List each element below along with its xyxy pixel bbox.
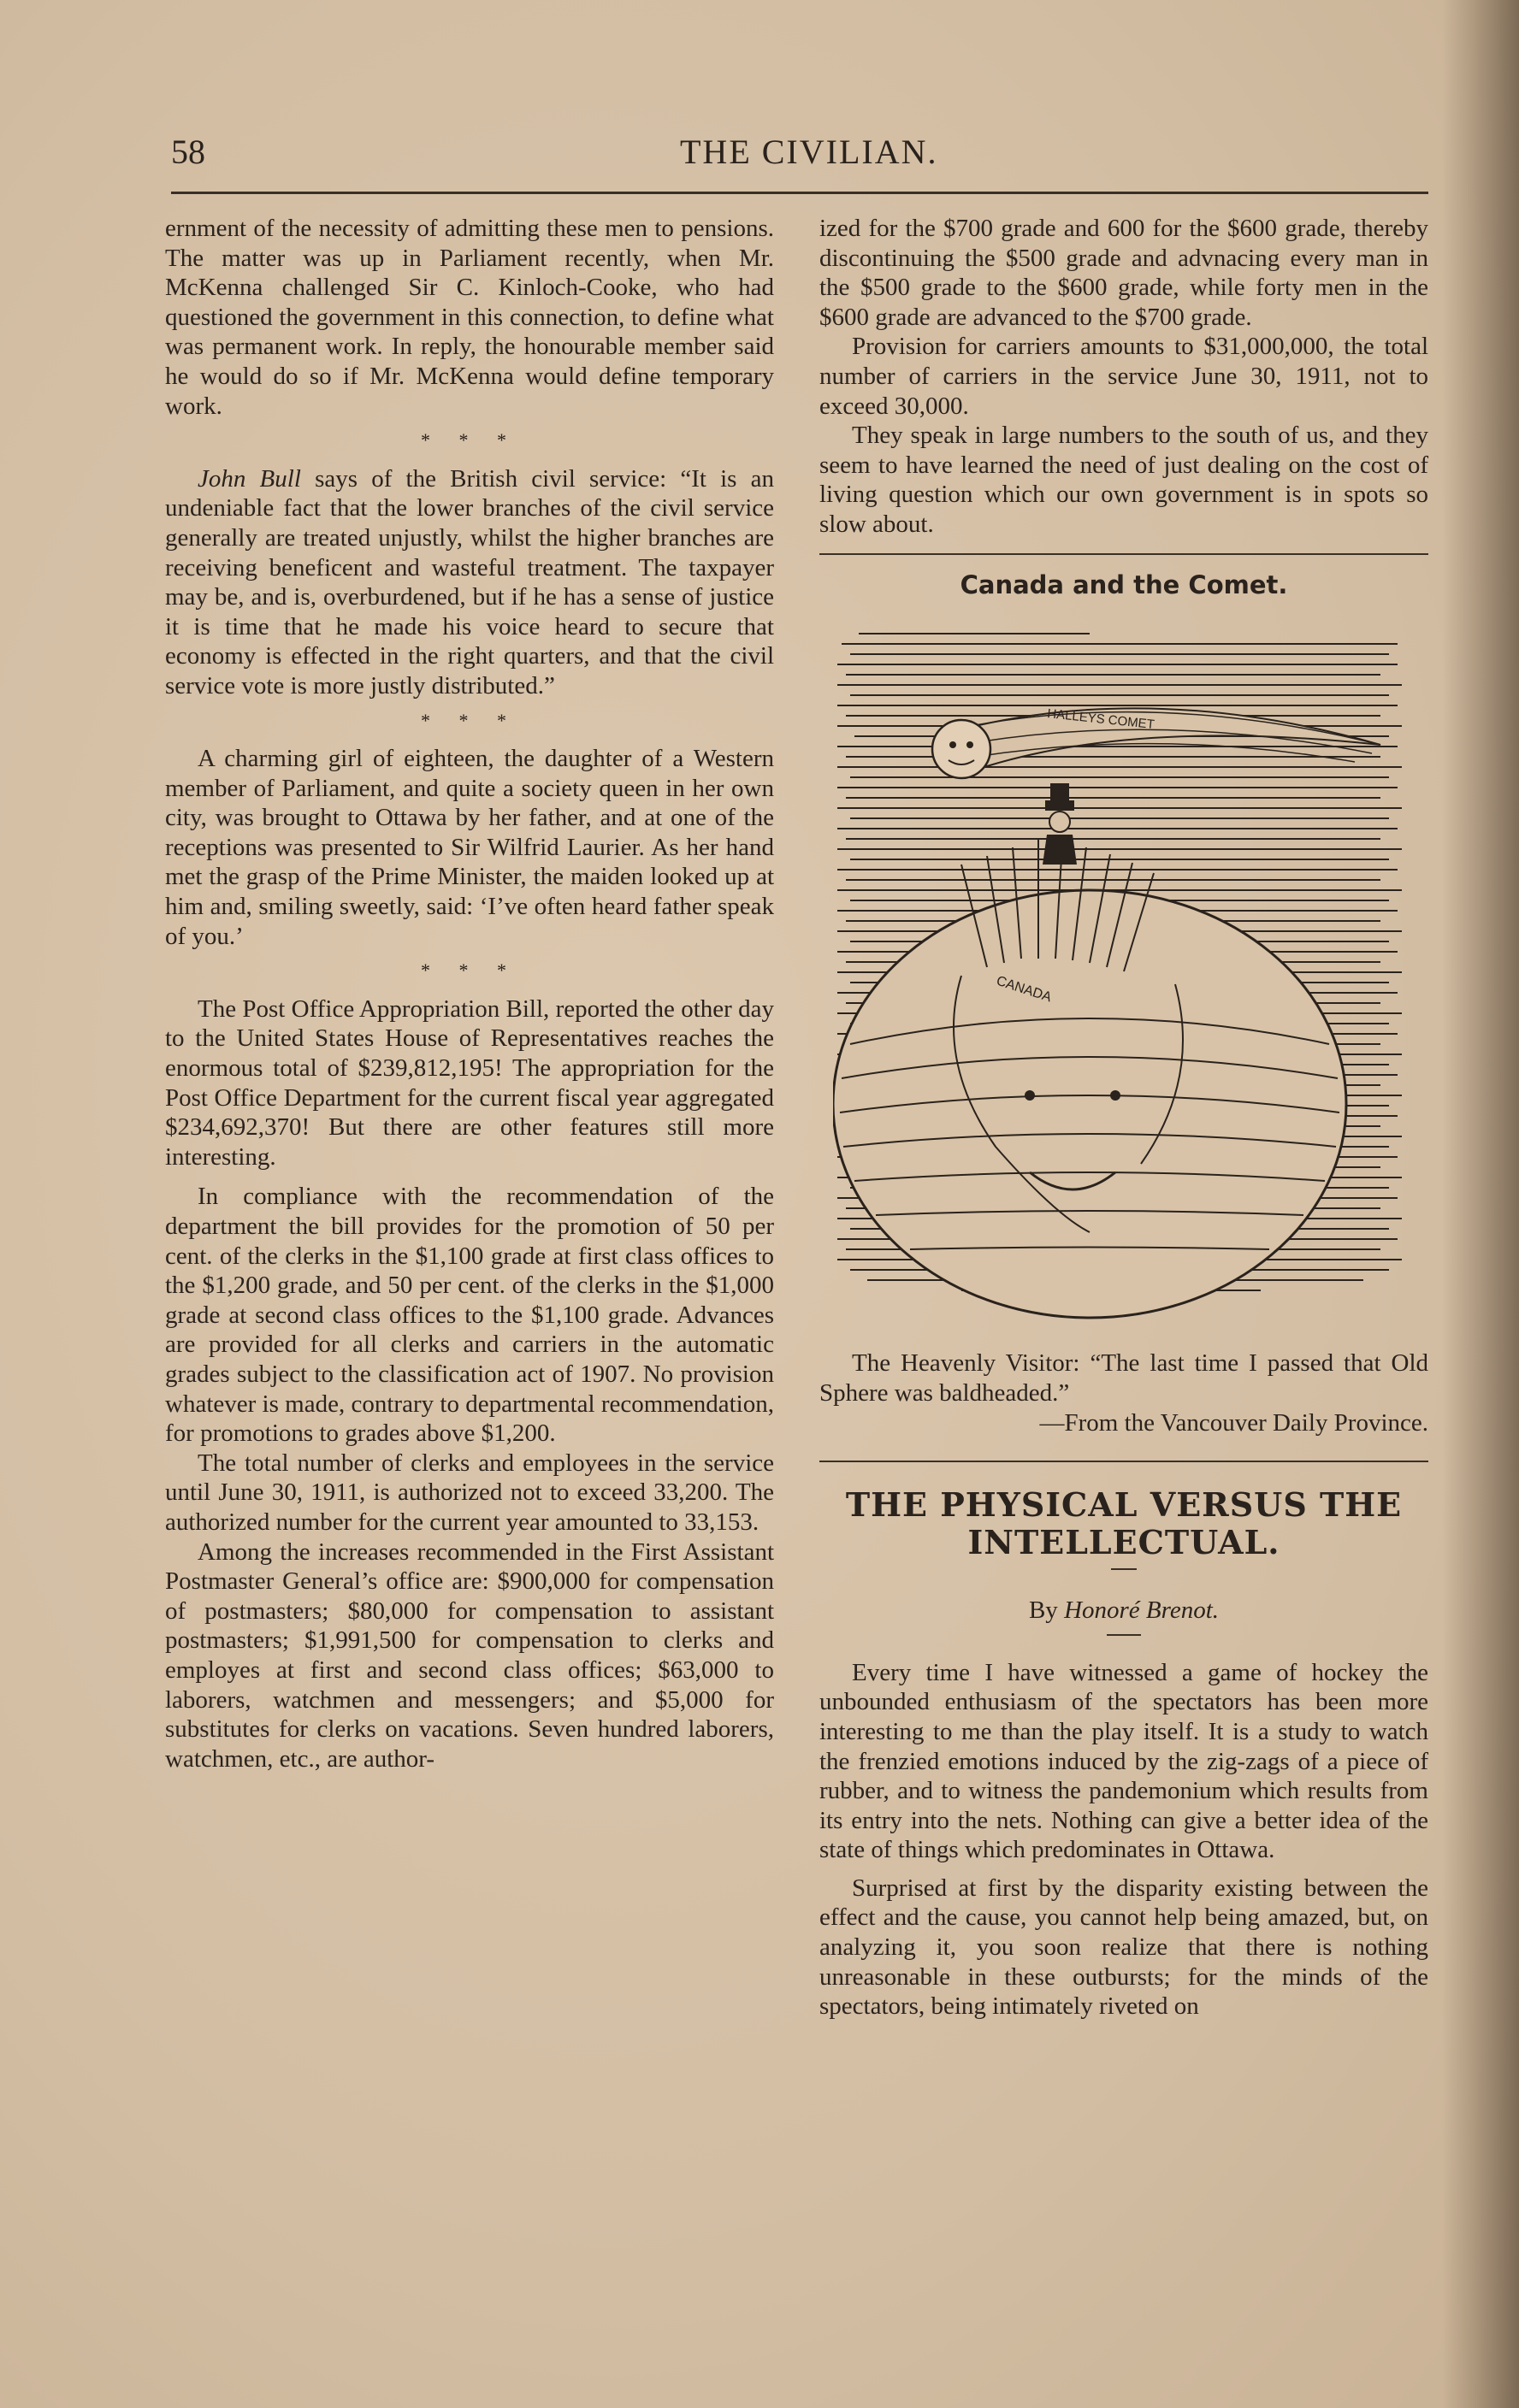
paragraph: In compliance with the recommendation of the department the bill provides for the promotion of 50 per cent. of the clerks in the $1,100 grade at first class offices to the $1,200 grade, and 50 per cent. of the clerks in the $1,000 grade at second class offices to the $1,100 grade. Advances are provided for all clerks and carriers in the automatic grades subject to the classification act of 1907. No provision whatever is made, contrary to departmental recommendation, for promotions to grades above $1,200. xyxy=(165,1183,774,1448)
paragraph: Every time I have witnessed a game of hockey the unbounded enthusiasm of the spectators has been more interesting to me than the play itself. It is a study to watch the frenzied emotions induced by the zig-zags of a piece of rubber, and to witness the pandemonium which results from its entry into the nets. Nothing can give a better idea of the state of things which predominates in Ottawa. xyxy=(819,1658,1428,1864)
paragraph: ernment of the necessity of admitting these men to pensions. The matter was up in Parliament recently, when Mr. McKenna challenged Sir C. Kinloch-Cooke, who had questioned the government in this connection, to define what was permanent work. In reply, the honourable member said he would do so if Mr. McKenna would define temporary work. xyxy=(165,215,774,420)
paragraph: The Post Office Appropriation Bill, reported the other day to the United States House of Representatives reaches the enormous total of $239,812,195! The appropriation for the Post Office Department for the current fiscal year aggregated $234,692,370! But there are other features still more interesting. xyxy=(165,994,774,1171)
section-separator: * * * xyxy=(421,429,518,452)
section-separator: * * * xyxy=(421,709,518,731)
caption-source: —From the Vancouver Daily Province. xyxy=(1039,1409,1428,1437)
comet-label: HALLEYS COMET xyxy=(1046,706,1156,733)
divider xyxy=(819,1461,1428,1462)
page-spine-shadow xyxy=(1442,0,1519,2408)
italic-title: John Bull xyxy=(198,464,301,493)
paragraph: Among the increases recommended in the First Assistant Postmaster General’s office are: $900,000 for compensation of postmasters; $80,000 for compensation to assistant postmasters; $1,991,500 for compensation to clerks and employes at first and second class offices; $63,000 to laborers, watchmen and messengers; and $5,000 for substitutes for clerks on vacations. Seven hundred laborers, watchmen, etc., are author- xyxy=(165,1537,774,1773)
byline-author: Honoré Brenot. xyxy=(1064,1596,1220,1625)
title-dash xyxy=(1111,1568,1137,1570)
header-rule xyxy=(171,192,1428,194)
paragraph xyxy=(165,464,774,701)
farmer-figure xyxy=(1043,783,1077,865)
globe xyxy=(833,890,1346,1318)
paragraph: They speak in large numbers to the south of us, and they seem to have learned the need of just dealing on the cost of living question which our own government is in spots so slow about. xyxy=(819,422,1428,538)
divider xyxy=(819,553,1428,555)
paragraph: Surprised at first by the disparity existing between the effect and the cause, you cannot help being amazed, but, on analyzing it, you soon realize that there is nothing unreasonable in these outbursts; for the minds of the spectators, being intimately riveted on xyxy=(819,1874,1428,2021)
section-separator: * * * xyxy=(421,959,518,982)
left-column xyxy=(165,214,774,1774)
paragraph: A charming girl of eighteen, the daughter of a Western member of Parliament, and quite a society queen in her own city, was brought to Ottawa by her father, and at one of the receptions was presented to Sir Wilfrid Laurier. As her hand met the grasp of the Prime Minister, the maiden looked up at him and, smiling sweetly, said: ‘I’ve often heard father speak of you.’ xyxy=(165,745,774,950)
paragraph-text: says of the British civil service: “It is an undeniable fact that the lower branches of the civil service generally are treated unjustly, whilst the higher branches are receiving beneficent and wasteful treatment. The taxpayer may be, and is, overburdened, but if he has a sense of justice it is time that he made his voice heard to secure that economy is effected in the right quarters, and that the civil service vote is more justly distributed.” xyxy=(165,464,774,699)
globe-label: CANADA xyxy=(994,973,1054,1006)
page-number: 58 xyxy=(171,133,205,171)
byline-dash xyxy=(1107,1634,1141,1636)
cartoon-caption xyxy=(819,1349,1428,1438)
paragraph: Provision for carriers amounts to $31,000,000, the total number of carriers in the service June 30, 1911, not to exceed 30,000. xyxy=(819,333,1428,420)
cartoon-title: Canada and the Comet. xyxy=(960,570,1288,599)
paragraph: The total number of clerks and employees in the service until June 30, 1911, is authorized not to exceed 33,200. The authorized number for the current year amounted to 33,153. xyxy=(165,1449,774,1536)
byline-prefix: By xyxy=(1028,1596,1065,1625)
paragraph: ized for the $700 grade and 600 for the $600 grade, thereby discontinuing the $500 grade and advnacing every man in the $500 grade to the $600 grade, while forty men in the $600 grade are advanced to the $700 grade. xyxy=(819,215,1428,331)
caption-text: The Heavenly Visitor: “The last time I passed that Old Sphere was baldheaded.” xyxy=(819,1349,1428,1408)
running-title: THE CIVILIAN. xyxy=(680,133,938,171)
article-title: THE PHYSICAL VERSUS THE INTELLECTUAL. xyxy=(845,1485,1403,1562)
byline xyxy=(819,1596,1428,1626)
page-header xyxy=(171,128,1428,188)
right-column xyxy=(819,214,1428,2021)
cartoon-illustration xyxy=(833,617,1415,1326)
